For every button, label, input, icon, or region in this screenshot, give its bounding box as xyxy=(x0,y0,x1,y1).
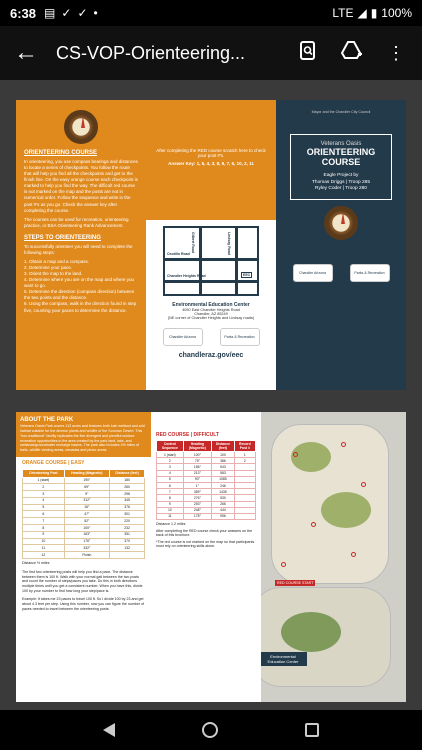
section-heading: STEPS TO ORIENTEERING xyxy=(24,234,101,241)
orange-course-heading: ORANGE COURSE | EASY xyxy=(22,460,85,467)
table-row xyxy=(23,531,145,538)
park-map xyxy=(261,412,406,702)
table-cell xyxy=(110,552,145,559)
table-row xyxy=(157,513,256,519)
table-cell: 7 xyxy=(157,489,184,495)
pdf-viewer[interactable] xyxy=(0,80,422,710)
table-cell: 9° xyxy=(64,491,109,498)
orienteering-info-panel xyxy=(16,100,146,390)
road-label: Gilbert Road xyxy=(191,232,195,254)
table-cell: 220 xyxy=(110,518,145,525)
red-distance: Distance 1.2 miles xyxy=(156,522,186,527)
table-cell: 266 xyxy=(212,501,235,507)
answer-key: Answer Key: 1, 5, 4, 3, 8, 9, 7, 6, 10, 2, 11 xyxy=(168,161,254,166)
table-row xyxy=(23,524,145,531)
location-map xyxy=(163,226,259,296)
paragraph: In orienteering, you use compass bearings and distances to locate a series of checkpoints. You follow the route that will help you find all the checkpoints and get to the finish line. On the easy orange course each checkpoint is marked to help you find the way. The difficult red course is not marked on the map and the posts are not in numerical order. Follow the sequence and write in the post #'s as you go. Check the answer key after completing the course. xyxy=(24,159,138,213)
dot-icon: • xyxy=(93,6,98,20)
table-cell: 530 xyxy=(212,495,235,501)
about-section xyxy=(16,412,151,457)
table-cell: 11 xyxy=(157,513,184,519)
table-cell: 1 (start) xyxy=(157,452,184,458)
park-info-panel xyxy=(16,412,151,702)
table-row xyxy=(23,511,145,518)
eagle-line: Ryley Coder | Troop 280 xyxy=(315,186,367,192)
table-cell: 253° xyxy=(183,501,211,507)
table-cell: 156° xyxy=(183,464,211,470)
back-arrow-icon[interactable]: ← xyxy=(14,39,38,66)
table-cell: 312° xyxy=(64,497,109,504)
table-row xyxy=(23,497,145,504)
red-start-label: RED COURSE START xyxy=(277,581,314,585)
red-course-table xyxy=(156,440,256,520)
table-header: Record Post # xyxy=(234,441,255,452)
table-cell: 10 xyxy=(23,538,65,545)
chandler-logo: Chandler Arizona xyxy=(293,264,333,282)
nav-home-icon[interactable] xyxy=(202,722,218,738)
paragraph: The courses can be used for recreation, orienteering practice, or BSA Orienteering Rank Advancement. xyxy=(24,216,129,228)
table-cell: 276° xyxy=(183,495,211,501)
table-cell: 8 xyxy=(23,524,65,531)
table-cell: 16° xyxy=(64,504,109,511)
table-cell: 298 xyxy=(110,491,145,498)
app-bar xyxy=(0,26,422,80)
eagle-line: Thomas Driggs | Troop 285 xyxy=(311,179,371,185)
table-cell: 8 xyxy=(157,495,184,501)
table-cell: 180 xyxy=(110,477,145,484)
table-row xyxy=(23,518,145,525)
cover-title-box xyxy=(290,134,392,200)
status-time: 6:38 xyxy=(10,5,37,21)
paragraph: After completing the RED course check your answers on the back of this brochure. xyxy=(156,529,253,538)
road-label: Chandler Heights Road xyxy=(167,274,206,278)
eagle-line: Eagle Project by xyxy=(323,173,359,178)
table-cell: 213° xyxy=(183,470,211,476)
road-label: Lindsay Road xyxy=(227,232,231,255)
table-cell: 543 xyxy=(212,464,235,470)
table-cell: 248° xyxy=(183,507,211,513)
table-cell: 246 xyxy=(212,482,235,488)
table-cell: 444 xyxy=(212,507,235,513)
drive-add-icon[interactable] xyxy=(334,41,370,66)
table-cell: 12 xyxy=(23,552,65,559)
cover-title-line: COURSE xyxy=(321,157,361,167)
more-options-icon[interactable]: ⋮ xyxy=(387,42,405,63)
table-cell: 5 xyxy=(157,476,184,482)
orange-distance: Distance ½ miles xyxy=(22,560,50,565)
table-cell: 1 xyxy=(234,452,255,458)
table-cell: 2 xyxy=(157,458,184,464)
table-cell xyxy=(234,513,255,519)
table-cell: 176° xyxy=(64,538,109,545)
table-cell: 69° xyxy=(64,484,109,491)
chandler-logo: Chandler Arizona xyxy=(163,328,203,346)
pdf-page-2 xyxy=(16,412,406,702)
paragraph: *The red course is not marked on the map so that participants must rely on orienteering skills alone. xyxy=(156,540,255,549)
table-cell: 11 xyxy=(23,545,65,552)
paragraph: Example: It takes me 23 paces to travel 100 ft. So I divide 100 by 23 and get about 4.3 feet per step. Using this number, now you can figure the number of paces needed to travel between the orienteering posts. xyxy=(22,596,145,611)
eec-map-label: Environmental Education Center xyxy=(261,652,307,666)
table-cell: 376 xyxy=(110,504,145,511)
location-panel xyxy=(146,100,276,390)
table-cell: 232 xyxy=(110,524,145,531)
step-item: 4. Determine where you are on the map and where you want to go. xyxy=(24,277,135,289)
table-cell: 260 xyxy=(110,484,145,491)
cover-panel xyxy=(276,100,406,390)
table-cell: 190° xyxy=(64,477,109,484)
table-cell: 9 xyxy=(157,501,184,507)
table-cell: 100 xyxy=(212,452,235,458)
scratch-note: After completing the RED course scratch here to check your post #'s. xyxy=(156,148,266,158)
table-cell: 370 xyxy=(110,538,145,545)
battery-icon: ▮ xyxy=(370,6,378,20)
table-cell: 332° xyxy=(64,545,109,552)
table-header: Orienteering Post xyxy=(23,469,65,477)
table-header: Heading (Magnetic) xyxy=(183,441,211,452)
section-heading: ORIENTEERING COURSE xyxy=(24,150,98,156)
table-cell: 386 xyxy=(212,458,235,464)
table-cell: 359° xyxy=(183,489,211,495)
status-bar xyxy=(0,0,422,26)
table-cell: 52° xyxy=(64,518,109,525)
parks-logo: Parks & Recreation xyxy=(220,328,260,346)
nav-back-icon[interactable] xyxy=(103,723,115,737)
cover-title-line: Veterans Oasis xyxy=(320,141,362,147)
table-row xyxy=(23,538,145,545)
step-item: 2. Determine your pace. xyxy=(24,265,73,271)
table-cell: 132 xyxy=(110,545,145,552)
table-cell: 6 xyxy=(23,511,65,518)
answer-key-area xyxy=(146,100,276,220)
table-header: Control Sequence xyxy=(157,441,184,452)
battery-label: 100% xyxy=(381,6,412,20)
table-cell: 6 xyxy=(157,482,184,488)
eec-city: Chandler, AZ 85249 xyxy=(194,312,228,316)
paragraph: The first two orienteering posts will help you find a pace. The distance between them is 100 ft. Walk with your normal gait between the two posts and count the number of steps/paces you take. Do this in both directions multiple times until you get a consistent number. When you have this, divide 100 by your number to find how long your step/pace is. xyxy=(22,569,143,594)
table-header: Distance (feet) xyxy=(110,469,145,477)
table-row xyxy=(23,545,145,552)
table-cell: 4 xyxy=(23,497,65,504)
check-icon: ✓ xyxy=(77,6,88,20)
navigation-bar xyxy=(0,710,422,750)
table-row xyxy=(23,552,145,559)
table-row xyxy=(23,477,145,484)
road-label: Ocotillo Road xyxy=(167,252,190,256)
eec-name: Environmental Education Center xyxy=(172,302,250,308)
cover-title-line: ORIENTEERING xyxy=(306,147,376,157)
table-row xyxy=(23,504,145,511)
table-cell: 351 xyxy=(110,531,145,538)
network-label: LTE xyxy=(332,6,354,20)
step-item: 6. Using the compass, walk in the direction found in step five, counting your paces to determine the distance. xyxy=(24,301,137,313)
table-cell: 1° xyxy=(183,482,211,488)
table-cell: 7 xyxy=(23,518,65,525)
table-cell: 9 xyxy=(23,531,65,538)
red-course-panel xyxy=(151,412,261,702)
step-item: 1. Obtain a map and a compass. xyxy=(24,259,90,264)
mayor-line: Mayor and the Chandler City Council xyxy=(311,110,371,114)
table-cell: 3 xyxy=(23,491,65,498)
table-cell: 1 (start) xyxy=(23,477,65,484)
paragraph: Veterans Oasis Park covers 113 acres and features both lush wetland and arid habitat suitable for the diverse plants and wildlife of the Sonoran Desert. This "non-traditional" facility replicates the five divergent and plentiful outdoor recreation opportunities in the area created by the park land, lake, and wetlands/groundwater recharge basins. The park also includes 4½ miles of trails, wildlife viewing areas, ramadas and photo areas. xyxy=(20,424,145,453)
notification-icon: ▤ xyxy=(44,6,56,20)
table-cell: 1085 xyxy=(212,476,235,482)
step-item: 5. Determine the direction (compass direction) between the two points and the distance. xyxy=(24,289,135,301)
signal-icon: ◢ xyxy=(357,6,367,20)
table-cell: 956 xyxy=(212,513,235,519)
table-cell: 100° xyxy=(183,452,211,458)
eec-address: 4050 East Chandler Heights Road xyxy=(182,308,240,312)
parks-logo: Parks & Recreation xyxy=(350,264,390,282)
eec-map-marker: EEC xyxy=(243,273,251,277)
red-course-heading: RED COURSE | DIFFICULT xyxy=(156,432,219,438)
nav-recents-icon[interactable] xyxy=(305,723,319,737)
eec-corner: (NE corner of Chandler Heights and Lindsay roads) xyxy=(167,316,255,320)
table-cell: 583 xyxy=(212,470,235,476)
orange-course-table xyxy=(22,469,145,559)
table-row xyxy=(23,484,145,491)
table-header: Heading (Magnetic) xyxy=(64,469,109,477)
table-cell: 47° xyxy=(64,511,109,518)
table-row xyxy=(23,491,145,498)
table-cell: 2 xyxy=(234,458,255,464)
table-cell: 3 xyxy=(157,464,184,470)
compass-icon xyxy=(324,206,358,240)
search-document-icon[interactable] xyxy=(290,41,326,66)
table-cell: 90° xyxy=(183,476,211,482)
table-cell: 2 xyxy=(23,484,65,491)
compass-icon xyxy=(64,110,98,144)
table-cell: 301 xyxy=(110,511,145,518)
table-cell: 1435 xyxy=(212,489,235,495)
website-url: chandleraz.gov/eec xyxy=(178,352,244,359)
check-icon: ✓ xyxy=(61,6,72,20)
table-header: Distance (feet) xyxy=(212,441,235,452)
step-item: 3. Orient the map to the land. xyxy=(24,271,83,277)
paragraph: To successfully orienteer you will need to complete the following steps: xyxy=(24,243,133,255)
document-title: CS-VOP-Orienteering... xyxy=(56,42,246,63)
table-cell: 100° xyxy=(64,524,109,531)
table-cell: 5 xyxy=(23,504,65,511)
table-cell: 345 xyxy=(110,497,145,504)
table-cell: 75° xyxy=(183,458,211,464)
section-heading: ABOUT THE PARK xyxy=(20,417,74,423)
table-cell: 10 xyxy=(157,507,184,513)
table-cell: 4 xyxy=(157,470,184,476)
table-cell: Finish xyxy=(64,552,109,559)
pdf-page-1 xyxy=(16,100,406,390)
table-cell: 163° xyxy=(64,531,109,538)
table-cell: 178° xyxy=(183,513,211,519)
